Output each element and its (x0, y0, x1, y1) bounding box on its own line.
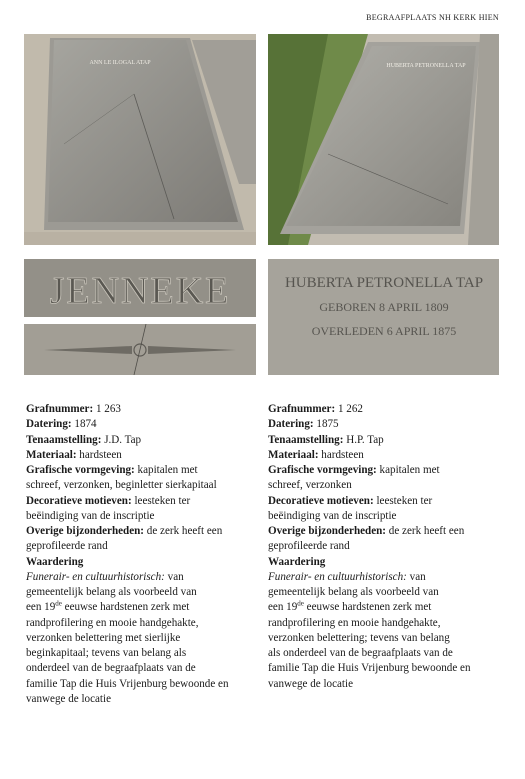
right-grave-inscription: HUBERTA PETRONELLA TAP (386, 63, 466, 69)
label: Datering: (268, 418, 314, 431)
label: Tenaamstelling: (26, 433, 102, 446)
superscript: de (297, 599, 304, 608)
text-line: geprofileerde rand (268, 540, 350, 553)
label: Materiaal: (268, 448, 319, 461)
label: Datering: (26, 418, 72, 431)
text-line: geprofileerde rand (26, 540, 108, 553)
label: Tenaamstelling: (268, 433, 344, 446)
materiaal-value: hardsteen (321, 448, 364, 461)
grave-photo-left (24, 34, 256, 245)
inscription-line-3: OVERLEDEN 6 APRIL 1875 (311, 324, 457, 338)
label: Overige bijzonderheden: (268, 525, 387, 537)
overige-value: de zerk heeft een (388, 525, 465, 537)
datering-value: 1875 (316, 418, 339, 431)
materiaal-value: hardsteen (79, 448, 122, 461)
grafnummer-value: 1 263 (95, 403, 121, 415)
label: Funerair- en cultuurhistorisch: (26, 570, 165, 583)
text-line: familie Tap die Huis Vrijenburg bewoonde en (26, 677, 229, 690)
label: Materiaal: (26, 448, 77, 461)
grave-info-right (268, 402, 504, 692)
tenaamstelling-value: H.P. Tap (346, 433, 384, 446)
text-line: vanwege de locatie (26, 692, 112, 705)
detail-photo-inscription (268, 259, 499, 375)
label: Grafnummer: (26, 403, 94, 415)
label: Grafnummer: (268, 403, 336, 415)
text-line: beginkapitaal; tevens van belang als (26, 647, 187, 659)
text-line: gemeentelijk belang als voorbeeld van (268, 586, 439, 598)
label: Overige bijzonderheden: (26, 525, 145, 537)
decoratieve-value: leesteken ter (134, 494, 191, 507)
waardering-heading: Waardering (268, 555, 326, 568)
overige-value: de zerk heeft een (146, 525, 223, 537)
grave-photo-right (268, 34, 499, 245)
text-line: schreef, verzonken, beginletter sierkapitaal (26, 479, 217, 492)
label: Grafische vormgeving: (26, 464, 135, 476)
detail-photo-name (24, 259, 256, 317)
text-line: randprofilering en mooie handgehakte, (268, 616, 441, 629)
tenaamstelling-value: J.D. Tap (104, 433, 142, 446)
grave-info-left (26, 402, 262, 707)
text-line: vanwege de locatie (268, 677, 354, 690)
text-line: als onderdeel van de begraafplaats van de (268, 647, 453, 659)
inscription-line-2: GEBOREN 8 APRIL 1809 (319, 300, 449, 314)
label: Decoratieve motieven: (26, 494, 132, 507)
label: Funerair- en cultuurhistorisch: (268, 570, 407, 583)
text-line: beëindiging van de inscriptie (268, 509, 397, 522)
left-grave-inscription: ANN LE ILOGAL ATAP (89, 60, 151, 66)
inscription-line-1: HUBERTA PETRONELLA TAP (284, 275, 484, 291)
text-line: onderdeel van de begraafplaats van de (26, 662, 196, 675)
text-line: verzonken belettering met sierlijke (26, 631, 181, 644)
text-line: schreef, verzonken (268, 479, 352, 492)
text-line: gemeentelijk belang als voorbeeld van (26, 586, 197, 598)
grafische-value: kapitalen met (137, 464, 198, 476)
page-header: BEGRAAFPLAATS NH KERK HIEN (366, 13, 499, 22)
datering-value: 1874 (74, 418, 97, 431)
detail-photo-ornament (24, 324, 256, 375)
text-line: familie Tap die Huis Vrijenburg bewoonde en (268, 662, 471, 675)
text-line: eeuwse hardstenen zerk met (61, 601, 190, 614)
label: Grafische vormgeving: (268, 464, 377, 476)
funerair-value: van (167, 570, 184, 583)
text-line: verzonken belettering; tevens van belang (268, 631, 450, 644)
waardering-heading: Waardering (26, 555, 84, 568)
text-line: een 19 (268, 601, 298, 614)
text-line: een 19 (26, 601, 56, 614)
funerair-value: van (409, 570, 426, 583)
label: Decoratieve motieven: (268, 494, 374, 507)
superscript: de (55, 599, 62, 608)
grafische-value: kapitalen met (379, 464, 440, 476)
text-line: beëindiging van de inscriptie (26, 509, 155, 522)
decoratieve-value: leesteken ter (376, 494, 433, 507)
text-line: randprofilering en mooie handgehakte, (26, 616, 199, 629)
text-line: eeuwse hardstenen zerk met (303, 601, 432, 614)
grafnummer-value: 1 262 (337, 403, 363, 415)
detail-name-text: JENNEKE (49, 270, 231, 312)
